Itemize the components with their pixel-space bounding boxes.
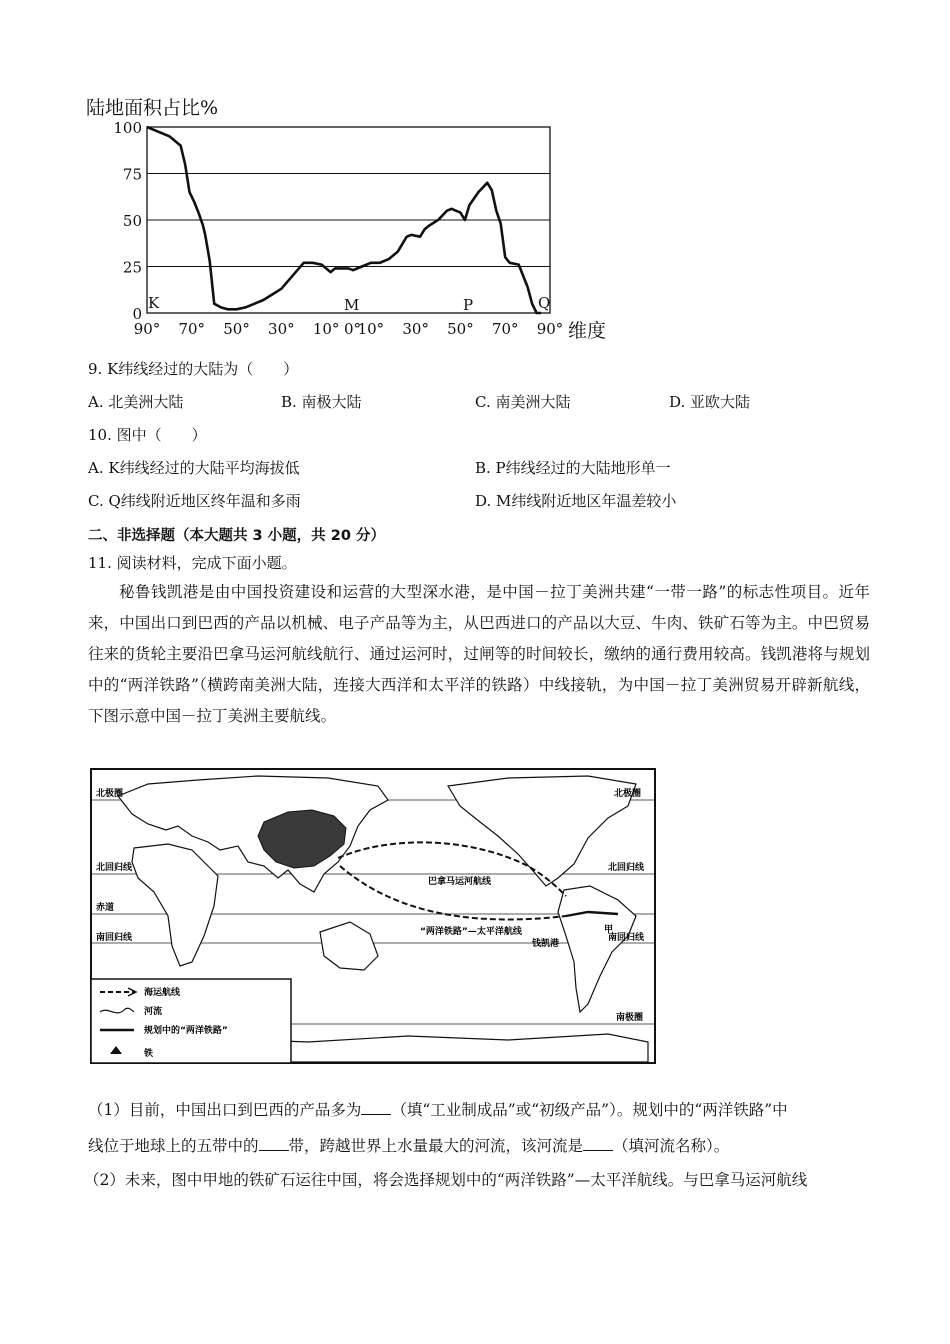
- answer-blank-3[interactable]: [583, 1136, 613, 1151]
- q11-stem: 11. 阅读材料，完成下面小题。: [88, 554, 297, 572]
- point-label-m: M: [344, 296, 360, 314]
- y-tick-label: 100: [113, 119, 142, 137]
- q9-option-d[interactable]: D. 亚欧大陆: [669, 393, 751, 411]
- q9-stem: 9. K纬线经过的大陆为（ ）: [88, 360, 299, 378]
- x-tick-label: 50°: [223, 320, 250, 338]
- x-tick-label: 10°: [357, 320, 385, 338]
- label-pacific-route: “两洋铁路”—太平洋航线: [420, 927, 522, 937]
- y-tick-label: 75: [122, 165, 142, 184]
- x-tick-label: 50°: [447, 320, 474, 338]
- chart-title: 陆地面积占比%: [86, 97, 219, 119]
- land-ratio-chart: [80, 90, 640, 350]
- section-heading: 二、非选择题（本大题共 3 小题，共 20 分）: [88, 528, 385, 544]
- route-map: [88, 766, 658, 1068]
- q10-option-d[interactable]: D. M纬线附近地区年温差较小: [475, 492, 677, 510]
- lat-label-equator-left: 赤道: [96, 903, 115, 913]
- q10-option-a[interactable]: A. K纬线经过的大陆平均海拔低: [88, 459, 300, 477]
- q11-sub2: （2）未来，图中甲地的铁矿石运往中国，将会选择规划中的“两洋铁路”—太平洋航线。与巴拿马运河航线: [84, 1171, 808, 1189]
- y-tick-labels: [113, 119, 142, 323]
- map-legend: [91, 979, 291, 1063]
- x-tick-label: 90°: [133, 320, 161, 338]
- lat-label-tropic-cancer-left: 北回归线: [96, 863, 133, 873]
- lat-label-tropic-capricorn-left: 南回归线: [96, 933, 133, 943]
- x-tick-label: 90°: [536, 320, 564, 338]
- x-tick-label: 70°: [178, 320, 206, 338]
- lat-label-antarctic-right: 南极圈: [616, 1013, 644, 1023]
- label-panama-route: 巴拿马运河航线: [428, 877, 492, 887]
- q10-option-b[interactable]: B. P纬线经过的大陆地形单一: [475, 459, 671, 477]
- point-label-q: Q: [538, 294, 551, 312]
- label-chancay-port: 钱凯港: [532, 939, 560, 949]
- q11-sub1-line2: 线位于地球上的五带中的 带，跨越世界上水量最大的河流，该河流是 （填河流名称）。: [88, 1137, 730, 1155]
- lat-label-tropic-cancer-right: 北回归线: [608, 863, 645, 873]
- q9-option-b[interactable]: B. 南极大陆: [281, 393, 362, 411]
- x-tick-label: 10°: [312, 320, 340, 338]
- answer-blank-1[interactable]: [361, 1100, 391, 1115]
- answer-blank-2[interactable]: [259, 1136, 289, 1151]
- x-tick-label: 30°: [268, 320, 295, 338]
- y-tick-label: 0: [132, 305, 142, 323]
- point-label-p: P: [463, 296, 474, 314]
- q10-stem: 10. 图中（ ）: [88, 426, 207, 444]
- x-tick-label: 0°: [343, 320, 362, 338]
- x-tick-labels: [134, 320, 564, 338]
- q9-option-a[interactable]: A. 北美洲大陆: [88, 393, 184, 411]
- x-tick-label: 70°: [491, 320, 519, 338]
- q11-sub1-line1: （1）目前，中国出口到巴西的产品多为 （填“工业制成品”或“初级产品”）。规划中的“两洋铁路”中: [88, 1101, 788, 1119]
- q9-option-c[interactable]: C. 南美洲大陆: [475, 393, 571, 411]
- legend-railway: 规划中的“两洋铁路”: [144, 1026, 228, 1036]
- legend-sea-route: 海运航线: [144, 988, 181, 998]
- lat-label-arctic-left: 北极圈: [96, 789, 124, 799]
- q11-material: 秘鲁钱凯港是由中国投资建设和运营的大型深水港，是中国－拉丁美洲共建“一带一路”的标志性项目。近年来，中国出口到巴西的产品以机械、电子产品等为主，从巴西进口的产品以大豆、牛肉、铁矿石等为主。中巴贸易往来的货轮主要沿巴拿马运河航线航行、通过运河时，过闸等的时间较长，缴纳的通行费用较高。钱凯港将与规划中的“两洋铁路”（横跨南美洲大陆，连接大西洋和太平洋的铁路）中线接轨，为中国－拉丁美洲贸易开辟新航线，下图示意中国－拉丁美洲主要航线。: [88, 583, 870, 725]
- label-jia: 甲: [604, 925, 614, 935]
- lat-label-arctic-right: 北极圈: [614, 789, 642, 799]
- lat-label-tropic-capricorn-right: 南回归线: [608, 933, 645, 943]
- y-tick-label: 50: [122, 212, 142, 230]
- legend-river: 河流: [144, 1007, 163, 1017]
- point-label-k: K: [148, 294, 160, 312]
- x-axis-label: 维度: [568, 320, 607, 342]
- y-tick-label: 25: [122, 258, 142, 277]
- legend-iron: 铁: [144, 1049, 154, 1059]
- q10-option-c[interactable]: C. Q纬线附近地区终年温和多雨: [88, 492, 301, 510]
- x-tick-label: 30°: [402, 320, 429, 338]
